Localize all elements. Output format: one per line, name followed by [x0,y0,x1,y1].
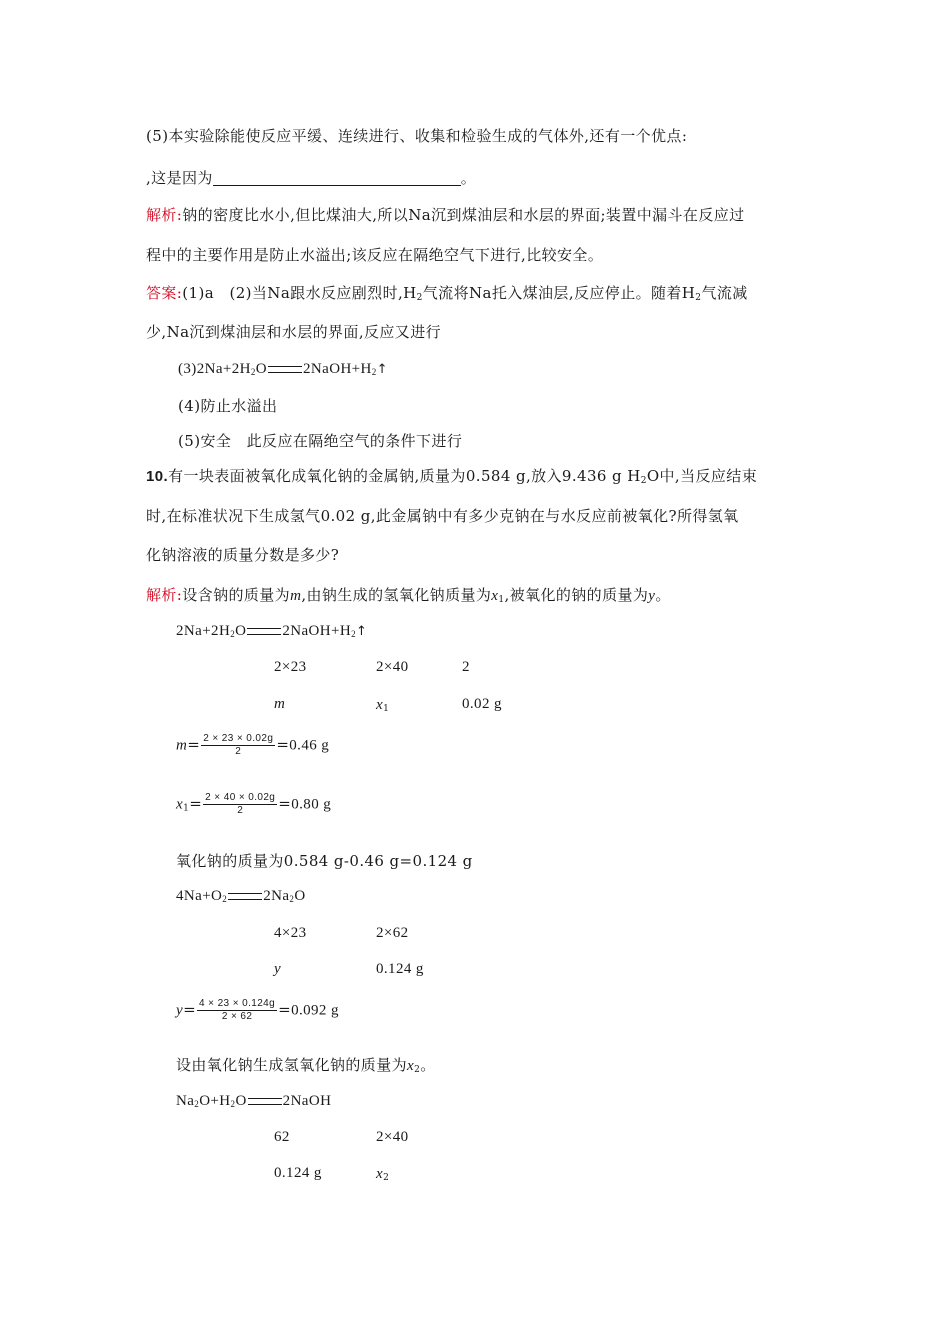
set-x2-line: 设由氧化钠生成氢氧化钠的质量为$x_2$。 [176,1056,436,1075]
answer-item3-equation: $(3)2Na+2H_2O$ $2NaOH+H_2↑$ [178,361,388,377]
analysis2-intro: 解析:设含钠的质量为m,由钠生成的氢氧化钠质量为$x_1$,被氧化的钠的质量为y。 [146,586,671,605]
answer-item4: (4)防止水溢出 [178,397,278,415]
eq1-var-m: m [274,696,286,712]
question-number: 10. [146,468,169,485]
answer-item5: (5)安全 此反应在隔绝空气的条件下进行 [178,432,463,450]
eq1-val-h2: 0.02 g [462,696,502,712]
analysis-label: 解析: [146,586,183,604]
eq3-coef-2: 2×40 [376,1129,409,1145]
question10-line3: 化钠溶液的质量分数是多少? [146,546,340,564]
up-arrow-icon: ↑ [376,362,388,377]
calc-x1: $x_1=$ $\frac{2 \times 40 \times 0.02g}{2}$ =0.80 g [176,792,332,816]
eq3-coef-1: 62 [274,1129,290,1145]
up-arrow-icon: ↑ [355,624,368,639]
eq2-var-y: y [274,961,282,977]
answer-label: 答案: [146,284,183,302]
answer-line2: 少,Na沉到煤油层和水层的界面,反应又进行 [146,323,442,341]
equals-sign [248,1098,282,1105]
part5-question-line1: (5)本实验除能使反应平缓、连续进行、收集和检验生成的气体外,还有一个优点: [146,127,688,145]
equals-sign [228,893,262,900]
eq3-val-na2o: 0.124 g [274,1165,322,1181]
equation3: $Na_2O+H_2O$ 2NaOH [176,1093,332,1109]
question10-line2: 时,在标准状况下生成氢气0.02 g,此金属钠中有多少克钠在与水反应前被氧化?所得氢氧 [146,507,739,525]
fraction: $\frac{2 \times 23 \times 0.02g}{2}$ [203,733,274,757]
eq2-val-na2o: 0.124 g [376,961,424,977]
equation1: $2Na+2H_2O$ $2NaOH+H_2↑$ [176,623,368,639]
calc-m: m= $\frac{2 \times 23 \times 0.02g}{2}$ =0.46 g [176,733,330,757]
eq3-var-x2: $x_2$ [376,1166,390,1183]
eq1-coef-1: 2×23 [274,659,307,675]
calc-y: y= $\frac{4 \times 23 \times 0.124g}{2 \times 62}$ =0.092 g [176,998,339,1022]
part5-question-line2: ,这是因为 。 [146,169,477,187]
eq1-var-x1: $x_1$ [376,697,390,714]
eq2-coef-1: 4×23 [274,925,307,941]
analysis1-line2: 程中的主要作用是防止水溢出;该反应在隔绝空气下进行,比较安全。 [146,246,604,264]
analysis-label: 解析: [146,206,183,224]
equals-sign [247,628,281,635]
fraction: $\frac{4 \times 23 \times 0.124g}{2 \times 62}$ [199,998,276,1022]
question10-line1: 10.有一块表面被氧化成氧化钠的金属钠,质量为0.584 g,放入9.436 g $H_2O$中,当反应结束 [146,467,758,486]
oxide-mass-line: 氧化钠的质量为0.584 g-0.46 g=0.124 g [176,852,473,870]
eq2-coef-2: 2×62 [376,925,409,941]
answer-blank [213,171,461,186]
answer-line1: 答案:(1)a (2)当Na跟水反应剧烈时$,H_2$气流将Na托入煤油层,反应停止。随着$H_2$气流减 [146,284,748,303]
equals-sign [268,366,302,373]
fraction: $\frac{2 \times 40 \times 0.02g}{2}$ [205,792,276,816]
eq1-coef-2: 2×40 [376,659,409,675]
equation2: $4Na+O_2$ $2Na_2O$ [176,888,306,904]
analysis1-line1: 解析:钠的密度比水小,但比煤油大,所以Na沉到煤油层和水层的界面;装置中漏斗在反应过 [146,206,745,224]
eq1-coef-3: 2 [462,659,470,675]
